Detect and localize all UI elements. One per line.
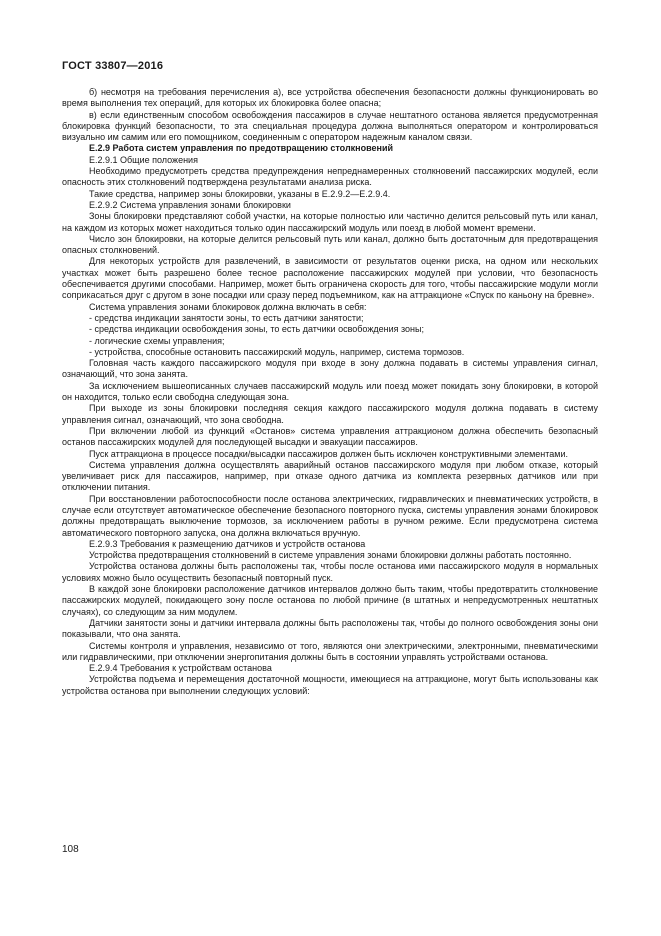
paragraph: Датчики занятости зоны и датчики интервала должны быть расположены так, чтобы до полного освобождения зоны они показывали, что она занята. [62, 617, 598, 640]
paragraph: Число зон блокировки, на которые делится рельсовый путь или канал, должно быть достаточным для предотвращения опасных столкновений. [62, 233, 598, 256]
paragraph: В каждой зоне блокировки расположение датчиков интервалов должно быть таким, чтобы предотвратить столкновение пассажирских модулей, покидающего зону после останова по любой причине (в штатных и непредусмотренных нештатных случаях), со следующим за ним модулем. [62, 584, 598, 617]
document-header: ГОСТ 33807—2016 [62, 60, 164, 72]
paragraph: в) если единственным способом освобождения пассажиров в случае нештатного останова является предусмотренная блокировка функций безопасности, то эта специальная процедура должна выполняться оператором и контролироваться визуально им самим или его помощником, соединенным с оператором надежным каналом связи. [62, 109, 598, 143]
paragraph: Устройства подъема и перемещения достаточной мощности, имеющиеся на аттракционе, могут быть использованы как устройства останова при выполнении следующих условий: [62, 674, 598, 696]
paragraph: Система управления зонами блокировок должна включать в себя: [89, 301, 367, 312]
list-item: - логические схемы управления; [89, 335, 225, 346]
list-item: - устройства, способные остановить пассажирский модуль, например, система тормозов. [89, 346, 465, 357]
paragraph: Для некоторых устройств для развлечений, в зависимости от результатов оценки риска, на одном или нескольких участках может быть разрешено более тесное расположение пассажирских модулей при условии, что безопасность обеспечивается другими способами. Например, может быть ограничена скорость для того, чтобы пассажирские модули могли соприкасаться друг с другом в зоне посадки или сразу перед подъемником, как на аттракционе «Спуск по каньону на бревне». [62, 256, 598, 301]
paragraph: Зоны блокировки представляют собой участки, на которые полностью или частично делится рельсовый путь или канал, на каждом из которых может находиться только один пассажирский модуль или поезд в любой момент времени. [62, 211, 598, 233]
paragraph: Пуск аттракциона в процессе посадки/высадки пассажиров должен быть исключен конструктивными элементами. [89, 448, 568, 459]
section-heading: Е.2.9 Работа систем управления по предотвращению столкновений [89, 143, 394, 154]
paragraph: При восстановлении работоспособности после останова электрических, гидравлических и пневматических устройств, в случае если отсутствует автоматическое обеспечение безопасного повторного пуска, системы управления зонами блокировок должны предотвращать выключение тормозов, за исключением работы в ручном режиме. Если предусмотрена система автоматического повторного запуска, она должна включаться вручную. [62, 493, 598, 538]
list-item: - средства индикации освобождения зоны, то есть датчики освобождения зоны; [89, 324, 424, 335]
paragraph: Устройства останова должны быть расположены так, чтобы после останова ими пассажирского модуля в нормальных условиях можно было осуществить безопасный повторный пуск. [62, 561, 598, 583]
paragraph: Устройства предотвращения столкновений в системе управления зонами блокировки должны работать постоянно. [89, 550, 572, 561]
paragraph: Системы контроля и управления, независимо от того, являются они электрическими, электронными, пневматическими или гидравлическими, при отключении энергопитания должны быть в состоянии управлять устройствами останова. [62, 640, 598, 662]
paragraph: При выходе из зоны блокировки последняя секция каждого пассажирского модуля должна подавать в систему управления сигнал, означающий, что зона свободна. [62, 403, 598, 425]
subsection-heading: Е.2.9.2 Система управления зонами блокировки [89, 199, 291, 210]
paragraph: За исключением вышеописанных случаев пассажирский модуль или поезд может покидать зону блокировки, в которой он находится, только если свободна следующая зона. [62, 380, 598, 403]
subsection-heading: Е.2.9.3 Требования к размещению датчиков и устройств останова [89, 538, 366, 549]
paragraph: Головная часть каждого пассажирского модуля при входе в зону должна подавать в системы управления сигнал, означающий, что зона занята. [62, 358, 598, 380]
document-body [62, 87, 598, 697]
page-number: 108 [62, 844, 79, 855]
paragraph: б) несмотря на требования перечисления а), все устройства обеспечения безопасности должны функционировать во время выполнения тех операций, для которых их блокировка более опасна; [62, 87, 598, 109]
subsection-heading: Е.2.9.4 Требования к устройствам останова [89, 663, 272, 674]
list-item: - средства индикации занятости зоны, то есть датчики занятости; [89, 312, 364, 323]
paragraph: Система управления должна осуществлять аварийный останов пассажирского модуля при любом отказе, который увеличивает риск для пассажиров, например, при отказе одного датчика из комплекта резервных датчиков или при отключении питания. [62, 459, 598, 493]
paragraph: При включении любой из функций «Останов» система управления аттракционом должна обеспечить безопасный останов пассажирских модулей для последующей высадки и эвакуации пассажиров. [62, 425, 598, 448]
subsection-heading: Е.2.9.1 Общие положения [89, 154, 198, 165]
paragraph: Такие средства, например зоны блокировки, указаны в Е.2.9.2—Е.2.9.4. [89, 188, 391, 199]
paragraph: Необходимо предусмотреть средства предупреждения непреднамеренных столкновений пассажирских модулей, если опасность этих столкновений подтверждена результатами анализа риска. [62, 166, 598, 188]
